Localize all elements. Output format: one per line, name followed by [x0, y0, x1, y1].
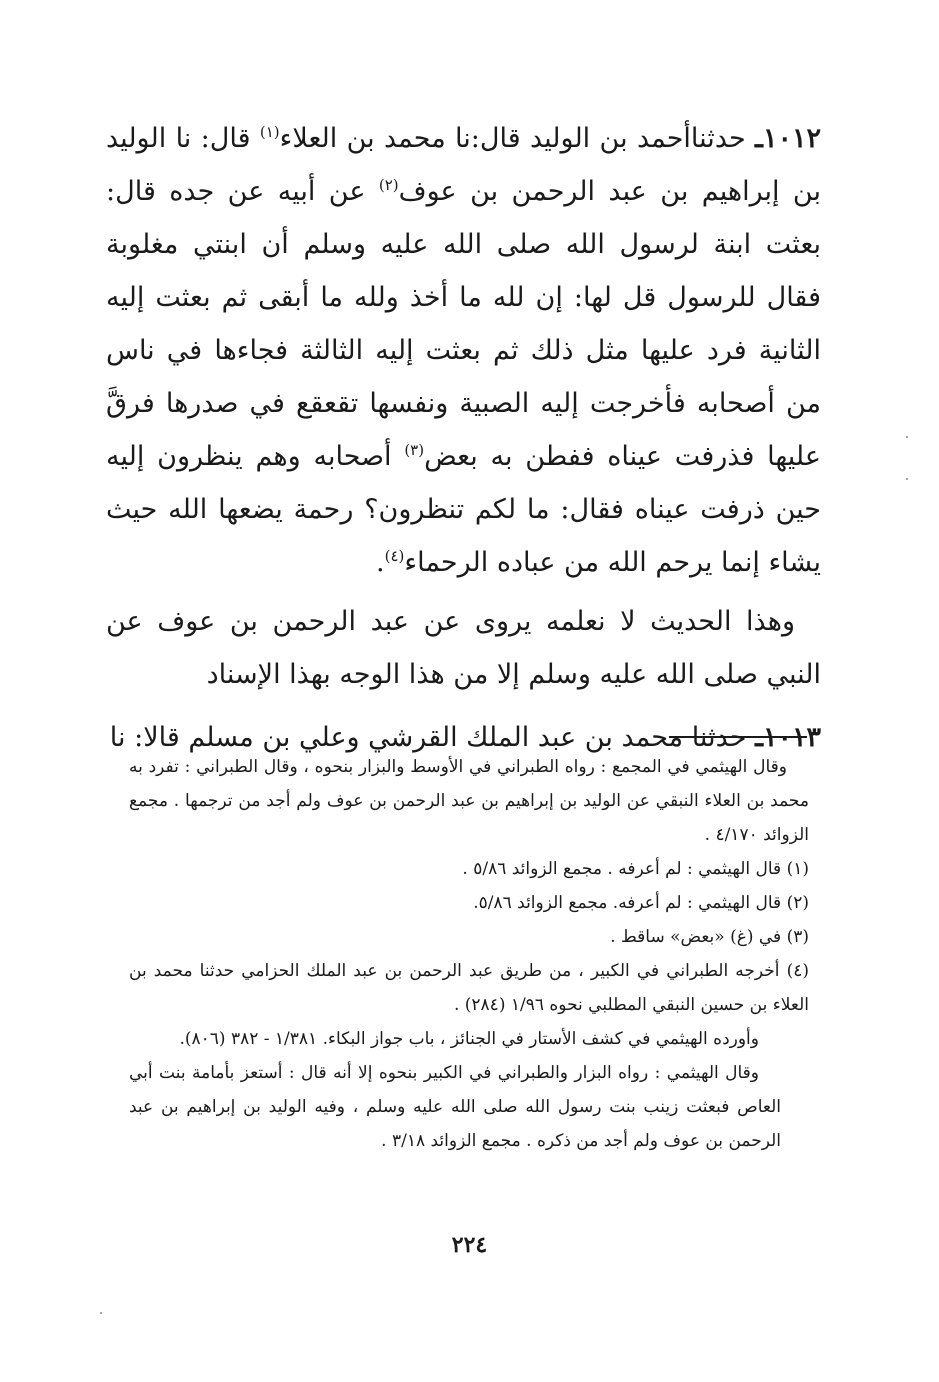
hadith-text: .	[376, 547, 385, 578]
footnote-4-continued: وأورده الهيثمي في كشف الأستار في الجنائز ، باب جواز البكاء. ١/٣٨١ - ٣٨٢ (٨٠٦).	[179, 1029, 759, 1049]
scan-speck	[906, 478, 908, 480]
footnote-ref-2: (٢)	[378, 176, 399, 194]
footnote-ref-4: (٤)	[384, 547, 405, 565]
hadith-text: حدثناأحمد بن الوليد قال:نا محمد بن العلاء	[279, 123, 746, 154]
scan-speck	[906, 436, 908, 438]
footnote-1: (١) قال الهيثمي : لم أعرفه . مجمع الزوائد ٥/٨٦ .	[462, 859, 809, 879]
page-number: ٢٢٤	[451, 1232, 488, 1258]
footnotes	[129, 750, 809, 1158]
footnote-4-continued: وقال الهيثمي : رواه البزار والطبراني في الكبير بنحوه إلا أنه قال : أستعز بأمامة بنت أبي العاص فبعثت زينب بنت رسول الله صلى الله عليه وسلم ، وفيه الوليد بن إبراهيم بن عبد الرحمن بن عوف ولم أجد من ذكره . مجمع الزوائد ٣/١٨ .	[129, 1063, 781, 1151]
hadith-number: ١٠١٣ـ	[755, 722, 821, 753]
footnote-ref-1: (١)	[259, 123, 280, 141]
footnote-ref-3: (٣)	[404, 441, 425, 459]
hadith-1012	[106, 112, 821, 589]
scan-speck	[100, 1312, 102, 1314]
hadith-text: أصحابه وهم ينظرون إليه حين ذرفت عيناه فقال: ما لكم تنظرون؟ رحمة يضعها الله حيث يشاء إنما يرحم الله من عباده الرحماء	[106, 441, 821, 578]
hadith-text: قال: نا الوليد بن إبراهيم بن عبد الرحمن بن عوف	[106, 123, 821, 207]
hadith-text: حدثنا محمد بن عبد الملك القرشي وعلي بن مسلم قالا: نا	[109, 722, 747, 753]
hadith-comment: وهذا الحديث لا نعلمه يروى عن عبد الرحمن بن عوف عن النبي صلى الله عليه وسلم إلا من هذا الوجه بهذا الإسناد	[106, 606, 821, 690]
footnote-2: (٢) قال الهيثمي : لم أعرفه. مجمع الزوائد ٥/٨٦.	[473, 893, 809, 913]
footnote-4: (٤) أخرجه الطبراني في الكبير ، من طريق عبد الرحمن بن عبد الملك الحزامي حدثنا محمد بن العلاء بن حسين النبقي المطلبي نحوه ١/٩٦ (٢٨٤) .	[129, 961, 809, 1015]
footnote-intro: وقال الهيثمي في المجمع : رواه الطبراني في الأوسط والبزار بنحوه ، وقال الطبراني : تفرد به محمد بن العلاء النبقي عن الوليد بن إبراهيم بن عبد الرحمن بن عوف ولم أجد من ترجمها . مجمع الزوائد ٤/١٧٠ .	[129, 757, 809, 845]
footnote-separator	[669, 736, 807, 738]
main-text	[106, 112, 821, 764]
footnote-3: (٣) في (غ) «بعض» ساقط .	[610, 927, 809, 947]
hadith-text: عن أبيه عن جده قال: بعثت ابنة لرسول الله صلى الله عليه وسلم أن ابنتي مغلوبة فقال للرسول قل لها: إن لله ما أخذ ولله ما أبقى ثم بعثت إليه الثانية فرد عليها مثل ذلك ثم بعثت إليه الثالثة فجاءها في ناس من أصحابه فأخرجت إليه الصبية ونفسها تقعقع في صدرها فرقَّ عليها فذرفت عيناه ففطن به بعض	[106, 176, 821, 472]
hadith-number: ١٠١٢ـ	[755, 123, 821, 154]
